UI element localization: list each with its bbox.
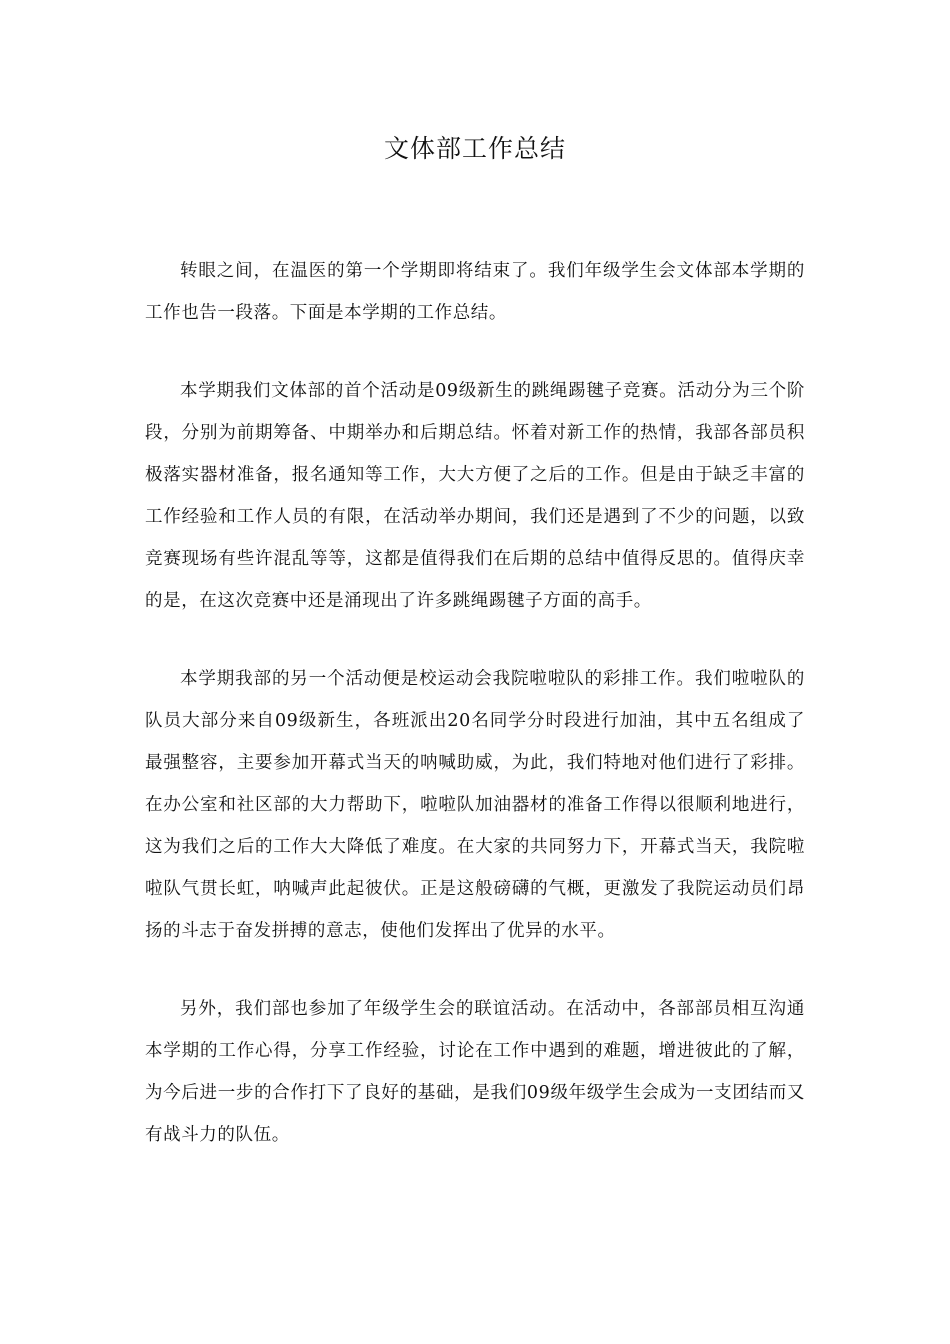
paragraph-rope-skipping-contest: 本学期我们文体部的首个活动是09级新生的跳绳踢毽子竞赛。活动分为三个阶段，分别为前期筹备、中期举办和后期总结。怀着对新工作的热情，我部各部员积极落实器材准备，报名通知等工作，大大方便了之后的工作。但是由于缺乏丰富的工作经验和工作人员的有限，在活动举办期间，我们还是遇到了不少的问题，以致竞赛现场有些许混乱等等，这都是值得我们在后期的总结中值得反思的。值得庆幸的是，在这次竞赛中还是涌现出了许多跳绳踢毽子方面的高手。 [145, 381, 805, 611]
document-title: 文体部工作总结 [383, 134, 566, 163]
document-body [145, 250, 805, 1192]
paragraph-cheerleading: 本学期我部的另一个活动便是校运动会我院啦啦队的彩排工作。我们啦啦队的队员大部分来自09级新生，各班派出20名同学分时段进行加油，其中五名组成了最强整容，主要参加开幕式当天的呐喊助威，为此，我们特地对他们进行了彩排。在办公室和社区部的大力帮助下，啦啦队加油器材的准备工作得以很顺利地进行，这为我们之后的工作大大降低了难度。在大家的共同努力下，开幕式当天，我院啦啦队气贯长虹，呐喊声此起彼伏。正是这般磅礴的气概，更激发了我院运动员们昂扬的斗志于奋发拼搏的意志，使他们发挥出了优异的水平。 [145, 669, 805, 941]
paragraph-intro: 转眼之间，在温医的第一个学期即将结束了。我们年级学生会文体部本学期的工作也告一段落。下面是本学期的工作总结。 [145, 261, 805, 323]
paragraph-social-event: 另外，我们部也参加了年级学生会的联谊活动。在活动中，各部部员相互沟通本学期的工作心得，分享工作经验，讨论在工作中遇到的难题，增进彼此的了解，为今后进一步的合作打下了良好的基础，是我们09级年级学生会成为一支团结而又有战斗力的队伍。 [145, 999, 805, 1145]
